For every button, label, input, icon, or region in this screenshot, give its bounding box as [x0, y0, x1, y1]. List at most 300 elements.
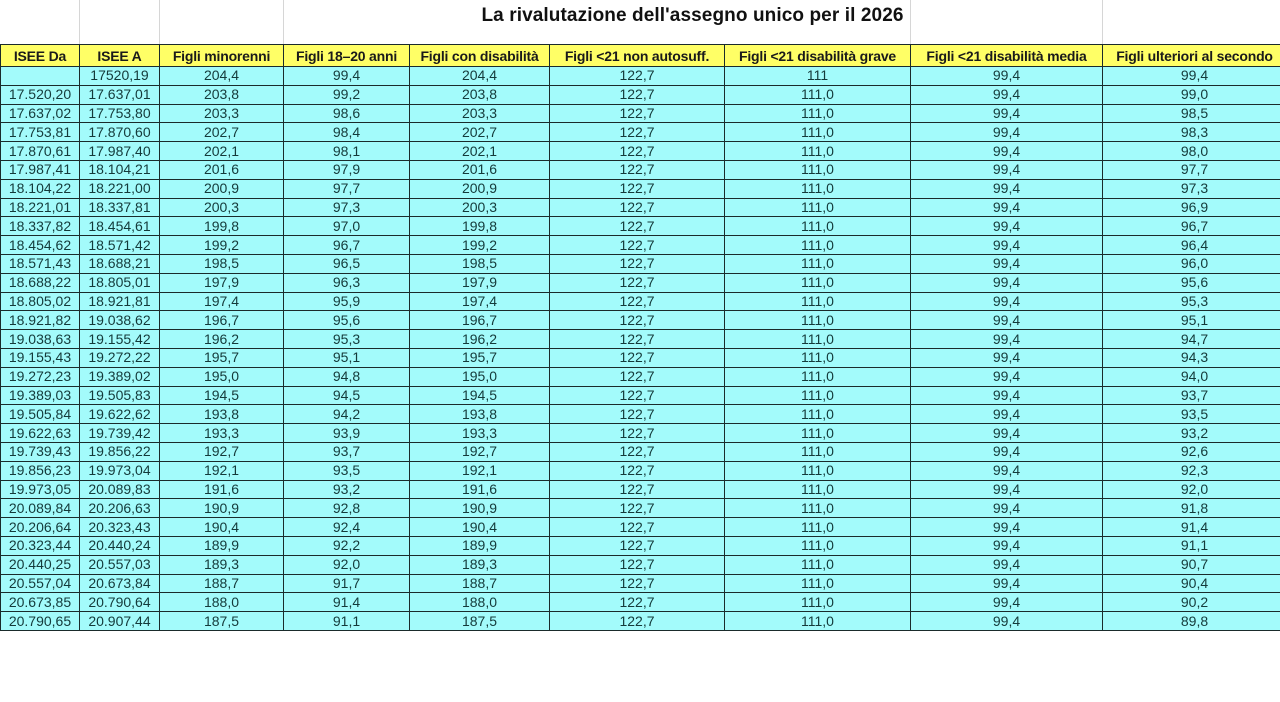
cell-isee-da[interactable]: 20.323,44: [1, 536, 80, 555]
cell-isee-da[interactable]: 19.272,23: [1, 367, 80, 386]
cell-isee-da[interactable]: 19.973,05: [1, 480, 80, 499]
cell-isee-a[interactable]: 19.739,42: [80, 424, 160, 443]
cell-isee-a[interactable]: 18.688,21: [80, 254, 160, 273]
cell-disabilita-grave[interactable]: 111,0: [725, 254, 911, 273]
cell-figli-18-20[interactable]: 97,0: [284, 217, 410, 236]
cell-figli-minorenni[interactable]: 189,3: [160, 555, 284, 574]
cell-disabilita-media[interactable]: 99,4: [911, 536, 1103, 555]
cell-isee-a[interactable]: 18.571,42: [80, 236, 160, 255]
cell-disabilita-grave[interactable]: 111,0: [725, 499, 911, 518]
cell-disabilita-media[interactable]: 99,4: [911, 67, 1103, 86]
table-row: [1, 330, 1280, 349]
cell-non-autosuff[interactable]: 122,7: [550, 311, 725, 330]
cell-figli-18-20[interactable]: 95,1: [284, 348, 410, 367]
cell-disabilita-grave[interactable]: 111,0: [725, 198, 911, 217]
cell-figli-disabilita[interactable]: 202,1: [410, 142, 550, 161]
cell-figli-minorenni[interactable]: 195,0: [160, 367, 284, 386]
cell-isee-a[interactable]: 18.921,81: [80, 292, 160, 311]
cell-disabilita-media[interactable]: 99,4: [911, 499, 1103, 518]
cell-figli-ulteriori[interactable]: 90,2: [1103, 593, 1280, 612]
cell-isee-a[interactable]: 20.089,83: [80, 480, 160, 499]
cell-figli-18-20[interactable]: 94,5: [284, 386, 410, 405]
cell-figli-18-20[interactable]: 93,7: [284, 442, 410, 461]
cell-isee-da[interactable]: 20.206,64: [1, 518, 80, 537]
cell-isee-a[interactable]: 19.389,02: [80, 367, 160, 386]
cell-non-autosuff[interactable]: 122,7: [550, 179, 725, 198]
cell-figli-18-20[interactable]: 94,8: [284, 367, 410, 386]
gridline: [1102, 0, 1103, 44]
cell-figli-disabilita[interactable]: 193,8: [410, 405, 550, 424]
cell-isee-da[interactable]: 20.089,84: [1, 499, 80, 518]
cell-non-autosuff[interactable]: 122,7: [550, 198, 725, 217]
cell-figli-disabilita[interactable]: 194,5: [410, 386, 550, 405]
cell-figli-minorenni[interactable]: 199,2: [160, 236, 284, 255]
header-isee-da[interactable]: ISEE Da: [1, 45, 80, 67]
cell-figli-ulteriori[interactable]: 96,7: [1103, 217, 1280, 236]
cell-figli-minorenni[interactable]: 187,5: [160, 612, 284, 631]
cell-figli-18-20[interactable]: 95,3: [284, 330, 410, 349]
cell-figli-disabilita[interactable]: 200,9: [410, 179, 550, 198]
cell-disabilita-media[interactable]: 99,4: [911, 254, 1103, 273]
cell-figli-18-20[interactable]: 98,4: [284, 123, 410, 142]
cell-disabilita-media[interactable]: 99,4: [911, 104, 1103, 123]
cell-figli-disabilita[interactable]: 191,6: [410, 480, 550, 499]
cell-figli-minorenni[interactable]: 192,1: [160, 461, 284, 480]
cell-non-autosuff[interactable]: 122,7: [550, 273, 725, 292]
cell-isee-da[interactable]: 17.520,20: [1, 85, 80, 104]
cell-figli-18-20[interactable]: 95,6: [284, 311, 410, 330]
cell-disabilita-grave[interactable]: 111,0: [725, 179, 911, 198]
cell-disabilita-grave[interactable]: 111,0: [725, 85, 911, 104]
cell-figli-disabilita[interactable]: 195,7: [410, 348, 550, 367]
cell-isee-a[interactable]: 19.505,83: [80, 386, 160, 405]
cell-disabilita-grave[interactable]: 111,0: [725, 217, 911, 236]
cell-non-autosuff[interactable]: 122,7: [550, 67, 725, 86]
table-row: [1, 424, 1280, 443]
cell-isee-da[interactable]: 20.557,04: [1, 574, 80, 593]
cell-figli-ulteriori[interactable]: 98,0: [1103, 142, 1280, 161]
cell-isee-da[interactable]: 20.673,85: [1, 593, 80, 612]
cell-disabilita-grave[interactable]: 111: [725, 67, 911, 86]
table-row: [1, 236, 1280, 255]
cell-figli-disabilita[interactable]: 192,1: [410, 461, 550, 480]
cell-figli-18-20[interactable]: 97,7: [284, 179, 410, 198]
cell-isee-a[interactable]: 18.221,00: [80, 179, 160, 198]
cell-isee-da[interactable]: 19.038,63: [1, 330, 80, 349]
cell-figli-ulteriori[interactable]: 98,3: [1103, 123, 1280, 142]
cell-figli-ulteriori[interactable]: 93,5: [1103, 405, 1280, 424]
cell-figli-minorenni[interactable]: 202,7: [160, 123, 284, 142]
table-row: [1, 311, 1280, 330]
cell-figli-disabilita[interactable]: 197,9: [410, 273, 550, 292]
cell-figli-disabilita[interactable]: 189,3: [410, 555, 550, 574]
cell-figli-minorenni[interactable]: 204,4: [160, 67, 284, 86]
cell-figli-ulteriori[interactable]: 96,4: [1103, 236, 1280, 255]
cell-isee-da[interactable]: 19.389,03: [1, 386, 80, 405]
cell-isee-a[interactable]: 20.907,44: [80, 612, 160, 631]
cell-disabilita-media[interactable]: 99,4: [911, 217, 1103, 236]
cell-disabilita-grave[interactable]: 111,0: [725, 518, 911, 537]
cell-disabilita-media[interactable]: 99,4: [911, 424, 1103, 443]
cell-figli-18-20[interactable]: 92,4: [284, 518, 410, 537]
cell-figli-18-20[interactable]: 96,7: [284, 236, 410, 255]
cell-figli-18-20[interactable]: 91,1: [284, 612, 410, 631]
header-disabilita-grave[interactable]: Figli <21 disabilità grave: [725, 45, 911, 67]
cell-figli-18-20[interactable]: 93,9: [284, 424, 410, 443]
header-figli-non-autosuff[interactable]: [550, 45, 725, 67]
cell-disabilita-grave[interactable]: 111,0: [725, 104, 911, 123]
cell-isee-a[interactable]: 20.790,64: [80, 593, 160, 612]
cell-disabilita-grave[interactable]: 111,0: [725, 236, 911, 255]
cell-disabilita-grave[interactable]: 111,0: [725, 311, 911, 330]
cell-disabilita-media[interactable]: 99,4: [911, 405, 1103, 424]
cell-figli-ulteriori[interactable]: 92,0: [1103, 480, 1280, 499]
cell-figli-ulteriori[interactable]: 94,7: [1103, 330, 1280, 349]
cell-figli-disabilita[interactable]: 203,3: [410, 104, 550, 123]
cell-disabilita-media[interactable]: 99,4: [911, 236, 1103, 255]
sheet-title[interactable]: La rivalutazione dell'assegno unico per il 2026: [481, 5, 904, 26]
cell-isee-da[interactable]: 20.440,25: [1, 555, 80, 574]
table-row: [1, 348, 1280, 367]
cell-isee-da[interactable]: 18.337,82: [1, 217, 80, 236]
cell-figli-disabilita[interactable]: 200,3: [410, 198, 550, 217]
cell-non-autosuff[interactable]: 122,7: [550, 424, 725, 443]
cell-figli-minorenni[interactable]: 189,9: [160, 536, 284, 555]
cell-figli-ulteriori[interactable]: 99,4: [1103, 67, 1280, 86]
cell-isee-a[interactable]: 20.673,84: [80, 574, 160, 593]
cell-figli-ulteriori[interactable]: 90,4: [1103, 574, 1280, 593]
table-row: [1, 217, 1280, 236]
cell-figli-minorenni[interactable]: 190,9: [160, 499, 284, 518]
table-row: [1, 123, 1280, 142]
cell-figli-ulteriori[interactable]: 92,3: [1103, 461, 1280, 480]
cell-disabilita-grave[interactable]: 111,0: [725, 348, 911, 367]
cell-figli-ulteriori[interactable]: 95,6: [1103, 273, 1280, 292]
cell-figli-minorenni[interactable]: 191,6: [160, 480, 284, 499]
cell-figli-minorenni[interactable]: 200,3: [160, 198, 284, 217]
header-isee-a[interactable]: ISEE A: [80, 45, 160, 67]
header-figli-ulteriori[interactable]: Figli ulteriori al secondo: [1103, 45, 1280, 67]
cell-disabilita-media[interactable]: 99,4: [911, 386, 1103, 405]
cell-isee-da[interactable]: 17.753,81: [1, 123, 80, 142]
cell-figli-disabilita[interactable]: 196,7: [410, 311, 550, 330]
cell-figli-ulteriori[interactable]: 97,7: [1103, 160, 1280, 179]
cell-disabilita-media[interactable]: 99,4: [911, 461, 1103, 480]
gridline: [159, 0, 160, 44]
cell-disabilita-grave[interactable]: 111,0: [725, 386, 911, 405]
cell-figli-18-20[interactable]: 97,3: [284, 198, 410, 217]
table-row: [1, 198, 1280, 217]
header-figli-minorenni[interactable]: Figli minorenni: [160, 45, 284, 67]
cell-disabilita-grave[interactable]: 111,0: [725, 480, 911, 499]
cell-figli-ulteriori[interactable]: 97,3: [1103, 179, 1280, 198]
cell-disabilita-media[interactable]: 99,4: [911, 330, 1103, 349]
cell-isee-a[interactable]: 20.206,63: [80, 499, 160, 518]
cell-figli-18-20[interactable]: 91,7: [284, 574, 410, 593]
cell-isee-a[interactable]: 18.337,81: [80, 198, 160, 217]
cell-non-autosuff[interactable]: 122,7: [550, 518, 725, 537]
cell-figli-minorenni[interactable]: 188,0: [160, 593, 284, 612]
cell-figli-18-20[interactable]: 92,0: [284, 555, 410, 574]
cell-figli-18-20[interactable]: 92,8: [284, 499, 410, 518]
cell-figli-ulteriori[interactable]: 92,6: [1103, 442, 1280, 461]
allowance-table: [0, 44, 1280, 631]
cell-isee-a[interactable]: 17.987,40: [80, 142, 160, 161]
cell-figli-ulteriori[interactable]: 94,3: [1103, 348, 1280, 367]
cell-isee-a[interactable]: 17.870,60: [80, 123, 160, 142]
cell-non-autosuff[interactable]: 122,7: [550, 367, 725, 386]
cell-disabilita-media[interactable]: 99,4: [911, 367, 1103, 386]
cell-figli-disabilita[interactable]: 190,4: [410, 518, 550, 537]
cell-non-autosuff[interactable]: 122,7: [550, 574, 725, 593]
cell-figli-minorenni[interactable]: 198,5: [160, 254, 284, 273]
cell-figli-disabilita[interactable]: 188,0: [410, 593, 550, 612]
cell-isee-da[interactable]: 18.805,02: [1, 292, 80, 311]
cell-disabilita-media[interactable]: 99,4: [911, 348, 1103, 367]
cell-figli-disabilita[interactable]: 196,2: [410, 330, 550, 349]
cell-isee-da[interactable]: 17.870,61: [1, 142, 80, 161]
cell-non-autosuff[interactable]: 122,7: [550, 442, 725, 461]
table-row: [1, 273, 1280, 292]
cell-non-autosuff[interactable]: 122,7: [550, 593, 725, 612]
cell-isee-a[interactable]: 17.753,80: [80, 104, 160, 123]
table-row: [1, 142, 1280, 161]
cell-figli-18-20[interactable]: 96,5: [284, 254, 410, 273]
cell-figli-minorenni[interactable]: 203,8: [160, 85, 284, 104]
cell-figli-minorenni[interactable]: 203,3: [160, 104, 284, 123]
cell-figli-18-20[interactable]: 96,3: [284, 273, 410, 292]
cell-figli-18-20[interactable]: 93,5: [284, 461, 410, 480]
cell-non-autosuff[interactable]: 122,7: [550, 499, 725, 518]
cell-figli-18-20[interactable]: 95,9: [284, 292, 410, 311]
cell-disabilita-grave[interactable]: 111,0: [725, 461, 911, 480]
cell-isee-da[interactable]: 20.790,65: [1, 612, 80, 631]
cell-isee-a[interactable]: 18.805,01: [80, 273, 160, 292]
cell-figli-minorenni[interactable]: 195,7: [160, 348, 284, 367]
cell-disabilita-media[interactable]: 99,4: [911, 480, 1103, 499]
cell-figli-ulteriori[interactable]: 95,3: [1103, 292, 1280, 311]
cell-non-autosuff[interactable]: 122,7: [550, 236, 725, 255]
table-row: [1, 104, 1280, 123]
cell-figli-ulteriori[interactable]: 95,1: [1103, 311, 1280, 330]
cell-figli-minorenni[interactable]: 200,9: [160, 179, 284, 198]
cell-figli-disabilita[interactable]: 195,0: [410, 367, 550, 386]
cell-non-autosuff[interactable]: 122,7: [550, 536, 725, 555]
cell-figli-minorenni[interactable]: 196,7: [160, 311, 284, 330]
cell-figli-disabilita[interactable]: 204,4: [410, 67, 550, 86]
cell-disabilita-grave[interactable]: 111,0: [725, 555, 911, 574]
cell-isee-da[interactable]: 18.221,01: [1, 198, 80, 217]
cell-non-autosuff[interactable]: 122,7: [550, 217, 725, 236]
cell-figli-disabilita[interactable]: 199,2: [410, 236, 550, 255]
cell-figli-disabilita[interactable]: 188,7: [410, 574, 550, 593]
cell-disabilita-grave[interactable]: 111,0: [725, 273, 911, 292]
cell-figli-ulteriori[interactable]: 98,5: [1103, 104, 1280, 123]
cell-disabilita-media[interactable]: 99,4: [911, 311, 1103, 330]
cell-disabilita-media[interactable]: 99,4: [911, 612, 1103, 631]
cell-figli-ulteriori[interactable]: 91,8: [1103, 499, 1280, 518]
cell-disabilita-media[interactable]: 99,4: [911, 518, 1103, 537]
cell-figli-disabilita[interactable]: 192,7: [410, 442, 550, 461]
cell-isee-da[interactable]: 19.856,23: [1, 461, 80, 480]
table-row: [1, 160, 1280, 179]
cell-figli-minorenni[interactable]: 202,1: [160, 142, 284, 161]
cell-figli-disabilita[interactable]: 203,8: [410, 85, 550, 104]
cell-isee-a[interactable]: 20.557,03: [80, 555, 160, 574]
cell-isee-da[interactable]: 18.454,62: [1, 236, 80, 255]
cell-disabilita-grave[interactable]: 111,0: [725, 612, 911, 631]
cell-non-autosuff[interactable]: 122,7: [550, 160, 725, 179]
cell-isee-a[interactable]: 19.973,04: [80, 461, 160, 480]
cell-figli-ulteriori[interactable]: 89,8: [1103, 612, 1280, 631]
header-figli-18-20[interactable]: Figli 18–20 anni: [284, 45, 410, 67]
cell-disabilita-media[interactable]: 99,4: [911, 593, 1103, 612]
header-disabilita-media[interactable]: Figli <21 disabilità media: [911, 45, 1103, 67]
cell-non-autosuff[interactable]: 122,7: [550, 480, 725, 499]
cell-disabilita-grave[interactable]: 111,0: [725, 160, 911, 179]
cell-figli-minorenni[interactable]: 196,2: [160, 330, 284, 349]
cell-non-autosuff[interactable]: 122,7: [550, 292, 725, 311]
cell-disabilita-grave[interactable]: 111,0: [725, 123, 911, 142]
cell-isee-a[interactable]: 19.622,62: [80, 405, 160, 424]
cell-isee-a[interactable]: 18.454,61: [80, 217, 160, 236]
cell-disabilita-media[interactable]: 99,4: [911, 292, 1103, 311]
cell-figli-ulteriori[interactable]: 91,1: [1103, 536, 1280, 555]
cell-disabilita-media[interactable]: 99,4: [911, 442, 1103, 461]
cell-disabilita-media[interactable]: 99,4: [911, 273, 1103, 292]
cell-figli-disabilita[interactable]: 199,8: [410, 217, 550, 236]
cell-figli-disabilita[interactable]: 201,6: [410, 160, 550, 179]
cell-non-autosuff[interactable]: 122,7: [550, 254, 725, 273]
cell-isee-da[interactable]: 18.921,82: [1, 311, 80, 330]
cell-isee-a[interactable]: 17520,19: [80, 67, 160, 86]
cell-isee-da[interactable]: [1, 67, 80, 86]
cell-figli-ulteriori[interactable]: 94,0: [1103, 367, 1280, 386]
cell-isee-a[interactable]: 20.323,43: [80, 518, 160, 537]
cell-isee-da[interactable]: 17.637,02: [1, 104, 80, 123]
cell-disabilita-media[interactable]: 99,4: [911, 179, 1103, 198]
cell-figli-disabilita[interactable]: 193,3: [410, 424, 550, 443]
cell-figli-minorenni[interactable]: 193,3: [160, 424, 284, 443]
cell-figli-18-20[interactable]: 91,4: [284, 593, 410, 612]
cell-isee-a[interactable]: 19.856,22: [80, 442, 160, 461]
cell-figli-minorenni[interactable]: 194,5: [160, 386, 284, 405]
cell-isee-a[interactable]: 19.038,62: [80, 311, 160, 330]
cell-figli-18-20[interactable]: 98,1: [284, 142, 410, 161]
cell-figli-minorenni[interactable]: 201,6: [160, 160, 284, 179]
cell-non-autosuff[interactable]: 122,7: [550, 348, 725, 367]
cell-non-autosuff[interactable]: 122,7: [550, 386, 725, 405]
cell-disabilita-media[interactable]: 99,4: [911, 198, 1103, 217]
cell-figli-18-20[interactable]: 97,9: [284, 160, 410, 179]
cell-non-autosuff[interactable]: 122,7: [550, 142, 725, 161]
cell-figli-minorenni[interactable]: 190,4: [160, 518, 284, 537]
cell-figli-ulteriori[interactable]: 96,0: [1103, 254, 1280, 273]
cell-figli-minorenni[interactable]: 199,8: [160, 217, 284, 236]
cell-disabilita-grave[interactable]: 111,0: [725, 593, 911, 612]
cell-figli-18-20[interactable]: 92,2: [284, 536, 410, 555]
cell-disabilita-media[interactable]: 99,4: [911, 142, 1103, 161]
cell-figli-ulteriori[interactable]: 90,7: [1103, 555, 1280, 574]
cell-isee-da[interactable]: 19.155,43: [1, 348, 80, 367]
cell-disabilita-grave[interactable]: 111,0: [725, 536, 911, 555]
cell-non-autosuff[interactable]: 122,7: [550, 104, 725, 123]
cell-disabilita-media[interactable]: 99,4: [911, 574, 1103, 593]
table-row: [1, 405, 1280, 424]
table-row: [1, 292, 1280, 311]
cell-isee-a[interactable]: 20.440,24: [80, 536, 160, 555]
cell-figli-disabilita[interactable]: 190,9: [410, 499, 550, 518]
cell-non-autosuff[interactable]: 122,7: [550, 330, 725, 349]
cell-figli-disabilita[interactable]: 197,4: [410, 292, 550, 311]
cell-disabilita-grave[interactable]: 111,0: [725, 405, 911, 424]
cell-isee-da[interactable]: 19.622,63: [1, 424, 80, 443]
cell-figli-ulteriori[interactable]: 93,2: [1103, 424, 1280, 443]
cell-disabilita-media[interactable]: 99,4: [911, 555, 1103, 574]
cell-figli-disabilita[interactable]: 189,9: [410, 536, 550, 555]
cell-isee-a[interactable]: 18.104,21: [80, 160, 160, 179]
cell-isee-da[interactable]: 19.505,84: [1, 405, 80, 424]
cell-figli-ulteriori[interactable]: 96,9: [1103, 198, 1280, 217]
cell-figli-ulteriori[interactable]: 99,0: [1103, 85, 1280, 104]
cell-figli-18-20[interactable]: 94,2: [284, 405, 410, 424]
cell-isee-da[interactable]: 17.987,41: [1, 160, 80, 179]
cell-isee-a[interactable]: 17.637,01: [80, 85, 160, 104]
cell-non-autosuff[interactable]: 122,7: [550, 123, 725, 142]
cell-disabilita-grave[interactable]: 111,0: [725, 367, 911, 386]
cell-disabilita-media[interactable]: 99,4: [911, 85, 1103, 104]
cell-figli-18-20[interactable]: 99,2: [284, 85, 410, 104]
cell-disabilita-grave[interactable]: 111,0: [725, 142, 911, 161]
cell-disabilita-grave[interactable]: 111,0: [725, 424, 911, 443]
cell-figli-minorenni[interactable]: 192,7: [160, 442, 284, 461]
cell-disabilita-grave[interactable]: 111,0: [725, 574, 911, 593]
table-row: [1, 254, 1280, 273]
cell-disabilita-media[interactable]: 99,4: [911, 123, 1103, 142]
cell-non-autosuff[interactable]: 122,7: [550, 612, 725, 631]
cell-disabilita-grave[interactable]: 111,0: [725, 292, 911, 311]
cell-disabilita-media[interactable]: 99,4: [911, 160, 1103, 179]
cell-non-autosuff[interactable]: 122,7: [550, 555, 725, 574]
cell-isee-a[interactable]: 19.272,22: [80, 348, 160, 367]
cell-isee-a[interactable]: 19.155,42: [80, 330, 160, 349]
table-row: [1, 179, 1280, 198]
cell-figli-minorenni[interactable]: 188,7: [160, 574, 284, 593]
cell-non-autosuff[interactable]: 122,7: [550, 405, 725, 424]
cell-figli-18-20[interactable]: 98,6: [284, 104, 410, 123]
cell-figli-ulteriori[interactable]: 93,7: [1103, 386, 1280, 405]
cell-figli-minorenni[interactable]: 197,4: [160, 292, 284, 311]
cell-figli-disabilita[interactable]: 187,5: [410, 612, 550, 631]
cell-non-autosuff[interactable]: 122,7: [550, 85, 725, 104]
cell-figli-18-20[interactable]: 99,4: [284, 67, 410, 86]
cell-isee-da[interactable]: 19.739,43: [1, 442, 80, 461]
cell-isee-da[interactable]: 18.571,43: [1, 254, 80, 273]
cell-non-autosuff[interactable]: 122,7: [550, 461, 725, 480]
table-row: [1, 367, 1280, 386]
cell-figli-disabilita[interactable]: 202,7: [410, 123, 550, 142]
cell-figli-disabilita[interactable]: 198,5: [410, 254, 550, 273]
cell-figli-minorenni[interactable]: 193,8: [160, 405, 284, 424]
cell-disabilita-grave[interactable]: 111,0: [725, 442, 911, 461]
cell-figli-18-20[interactable]: 93,2: [284, 480, 410, 499]
header-figli-disabilita[interactable]: Figli con disabilità: [410, 45, 550, 67]
cell-figli-ulteriori[interactable]: 91,4: [1103, 518, 1280, 537]
cell-isee-da[interactable]: 18.688,22: [1, 273, 80, 292]
cell-isee-da[interactable]: 18.104,22: [1, 179, 80, 198]
cell-figli-minorenni[interactable]: 197,9: [160, 273, 284, 292]
cell-disabilita-grave[interactable]: 111,0: [725, 330, 911, 349]
